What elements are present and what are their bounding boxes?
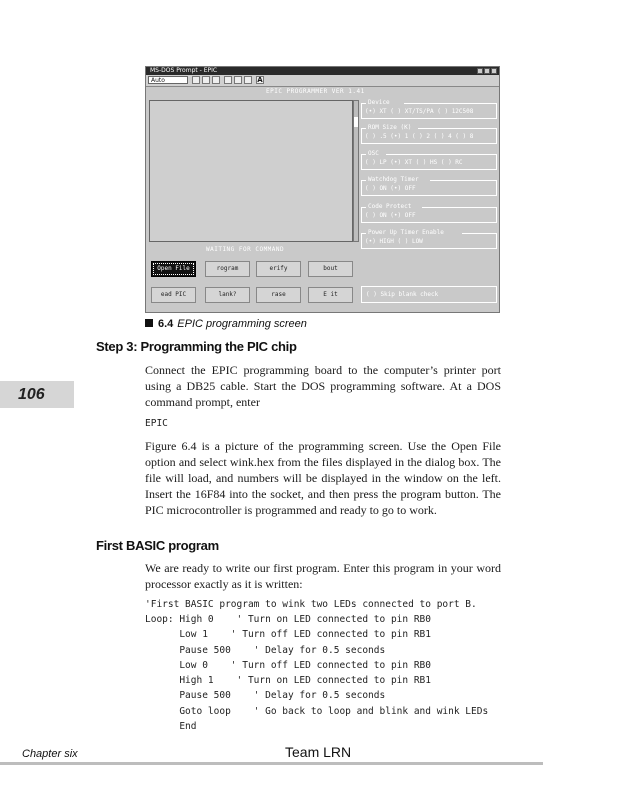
power-up-timer-group: Power Up Timer Enable (•) HIGH ( ) LOW bbox=[361, 233, 497, 249]
exit-button[interactable]: E it bbox=[308, 287, 353, 303]
properties-icon[interactable] bbox=[234, 76, 242, 84]
blank-check-button[interactable]: lank? bbox=[205, 287, 250, 303]
background-icon[interactable] bbox=[244, 76, 252, 84]
osc-options[interactable]: ( ) LP (•) XT ( ) HS ( ) RC bbox=[365, 159, 463, 166]
status-text: WAITING FOR COMMAND bbox=[206, 246, 285, 253]
command-text: EPIC bbox=[145, 418, 168, 429]
rom-size-group: ROM Size (K) ( ) .5 (•) 1 ( ) 2 ( ) 4 ( ) 8 bbox=[361, 128, 497, 144]
step3-heading: Step 3: Programming the PIC chip bbox=[96, 339, 297, 354]
code-line: Loop: High 0 ' Turn on LED connected to pin RB0 bbox=[145, 614, 431, 625]
hex-display-window bbox=[149, 100, 353, 242]
code-line: Pause 500 ' Delay for 0.5 seconds bbox=[145, 645, 386, 656]
chapter-footer: Chapter six bbox=[22, 748, 78, 760]
erase-button[interactable]: rase bbox=[256, 287, 301, 303]
step3-paragraph-1: Connect the EPIC programming board to the computer’s printer port using a DB25 cable. Start the DOS programming software. At a DOS command prompt, enter bbox=[145, 363, 501, 409]
window-titlebar bbox=[146, 67, 499, 75]
device-group: Device (•) XT ( ) XT/TS/PA ( ) 12C508 bbox=[361, 103, 497, 119]
watchdog-options[interactable]: ( ) ON (•) OFF bbox=[365, 185, 416, 192]
font-size-select[interactable]: Auto bbox=[148, 76, 188, 84]
bullet-square-icon bbox=[145, 319, 153, 327]
scrollbar[interactable] bbox=[353, 100, 359, 242]
team-footer: Team LRN bbox=[285, 744, 352, 760]
window-title: MS-DOS Prompt - EPIC bbox=[150, 67, 218, 74]
minimize-icon[interactable] bbox=[477, 68, 483, 74]
power-up-timer-options[interactable]: (•) HIGH ( ) LOW bbox=[365, 238, 423, 245]
figure-caption bbox=[145, 318, 307, 330]
code-line: Pause 500 ' Delay for 0.5 seconds bbox=[145, 690, 386, 701]
code-line: Low 0 ' Turn off LED connected to pin RB0 bbox=[145, 660, 431, 671]
code-protect-group: Code Protect ( ) ON (•) OFF bbox=[361, 207, 497, 223]
paste-icon[interactable] bbox=[212, 76, 220, 84]
device-options[interactable]: (•) XT ( ) XT/TS/PA ( ) 12C508 bbox=[365, 108, 474, 115]
close-icon[interactable] bbox=[491, 68, 497, 74]
about-button[interactable]: bout bbox=[308, 261, 353, 277]
copy-icon[interactable] bbox=[202, 76, 210, 84]
window-toolbar bbox=[146, 75, 499, 87]
footer-rule bbox=[0, 762, 543, 765]
program-button[interactable]: rogram bbox=[205, 261, 250, 277]
skip-blank-check-option[interactable]: ( ) Skip blank check bbox=[361, 286, 497, 303]
rom-size-options[interactable]: ( ) .5 (•) 1 ( ) 2 ( ) 4 ( ) 8 bbox=[365, 133, 474, 140]
fullscreen-icon[interactable] bbox=[224, 76, 232, 84]
epic-screenshot bbox=[145, 66, 500, 313]
maximize-icon[interactable] bbox=[484, 68, 490, 74]
basic-paragraph: We are ready to write our first program. Enter this program in your word processor exactly as it is written: bbox=[145, 561, 501, 591]
verify-button[interactable]: erify bbox=[256, 261, 301, 277]
code-line: Goto loop ' Go back to loop and blink and wink LEDs bbox=[145, 706, 489, 717]
figure-number: 6.4 bbox=[158, 318, 174, 330]
page-number: 106 bbox=[0, 381, 74, 408]
watchdog-group: Watchdog Timer ( ) ON (•) OFF bbox=[361, 180, 497, 196]
code-protect-options[interactable]: ( ) ON (•) OFF bbox=[365, 212, 416, 219]
mark-icon[interactable] bbox=[192, 76, 200, 84]
code-line: 'First BASIC program to wink two LEDs connected to port B. bbox=[145, 599, 477, 610]
osc-group: OSC ( ) LP (•) XT ( ) HS ( ) RC bbox=[361, 154, 497, 170]
open-file-button[interactable]: Open File bbox=[151, 261, 196, 277]
code-line: Low 1 ' Turn off LED connected to pin RB1 bbox=[145, 629, 431, 640]
code-line: End bbox=[145, 721, 197, 732]
read-pic-button[interactable]: ead PIC bbox=[151, 287, 196, 303]
program-header: EPIC PROGRAMMER VER 1.41 bbox=[266, 88, 365, 95]
font-icon[interactable]: A bbox=[257, 76, 263, 84]
basic-heading: First BASIC program bbox=[96, 538, 219, 553]
code-line: High 1 ' Turn on LED connected to pin RB1 bbox=[145, 675, 431, 686]
figure-caption-text: EPIC programming screen bbox=[177, 318, 307, 330]
step3-paragraph-2: Figure 6.4 is a picture of the programming screen. Use the Open File option and select wink.hex from the files displayed in the dialog box. The file will load, and numbers will be displayed in the window on the left. Insert the 16F84 into the socket, and then press the program button. The PIC microcontroller is programmed and ready to go to work. bbox=[145, 439, 501, 517]
